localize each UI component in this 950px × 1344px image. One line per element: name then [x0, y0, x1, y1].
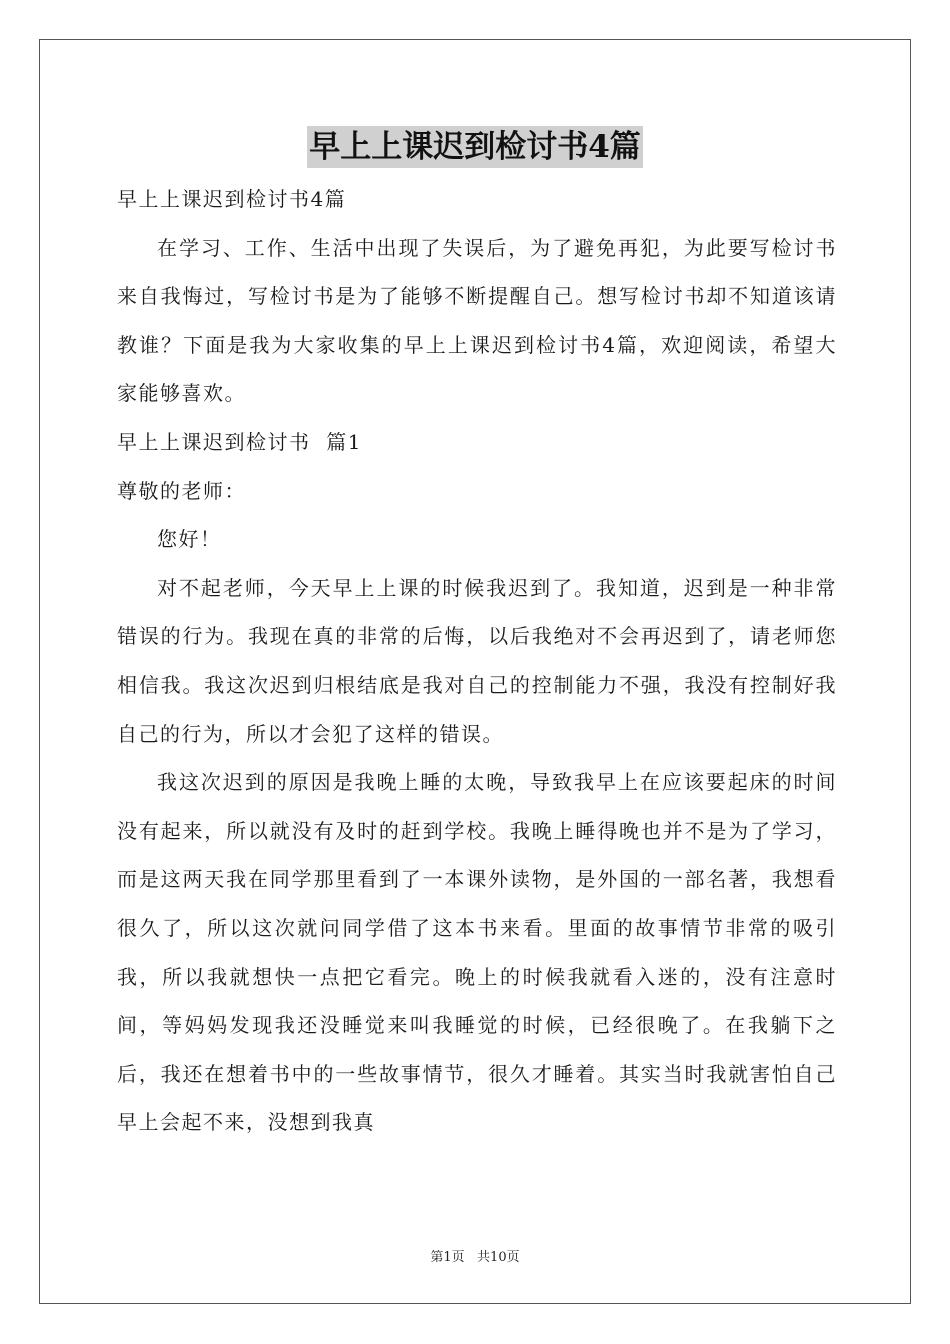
title-container — [0, 126, 950, 168]
salutation: 尊敬的老师： — [117, 478, 246, 503]
document-body — [117, 175, 837, 1147]
intro-paragraph: 在学习、工作、生活中出现了失误后，为了避免再犯，为此要写检讨书来自我悔过，写检讨书是为了能够不断提醒自己。想写检讨书却不知道该请教谁？下面是我为大家收集的早上上课迟到检讨书4篇，欢迎阅读，希望大家能够喜欢。 — [117, 235, 837, 406]
body-paragraph-2: 我这次迟到的原因是我晚上睡的太晚，导致我早上在应该要起床的时间没有起来，所以就没有及时的赶到学校。我晚上睡得晚也并不是为了学习，而是这两天我在同学那里看到了一本课外读物，是外国的一部名著，我想看很久了，所以这次就问同学借了这本书来看。里面的故事情节非常的吸引我，所以我就想快一点把它看完。晚上的时候我就看入迷的，没有注意时间，等妈妈发现我还没睡觉来叫我睡觉的时候，已经很晚了。在我躺下之后，我还在想着书中的一些故事情节，很久才睡着。其实当时我就害怕自己早上会起不来，没想到我真 — [117, 770, 837, 1135]
page-footer — [0, 1246, 950, 1265]
document-subtitle: 早上上课迟到检讨书4篇 — [117, 187, 347, 211]
section-heading — [117, 418, 837, 467]
greeting: 您好！ — [157, 527, 222, 552]
body-paragraph-1: 对不起老师，今天早上上课的时候我迟到了。我知道，迟到是一种非常错误的行为。我现在真的非常的后悔，以后我绝对不会再迟到了，请老师您相信我。我这次迟到归根结底是我对自己的控制能力不强，我没有控制好我自己的行为，所以才会犯了这样的错误。 — [117, 575, 837, 746]
section-heading-text: 早上上课迟到检讨书 篇1 — [117, 429, 362, 454]
page-number: 第1页 共10页 — [430, 1250, 520, 1265]
document-title: 早上上课迟到检讨书4篇 — [307, 126, 643, 168]
